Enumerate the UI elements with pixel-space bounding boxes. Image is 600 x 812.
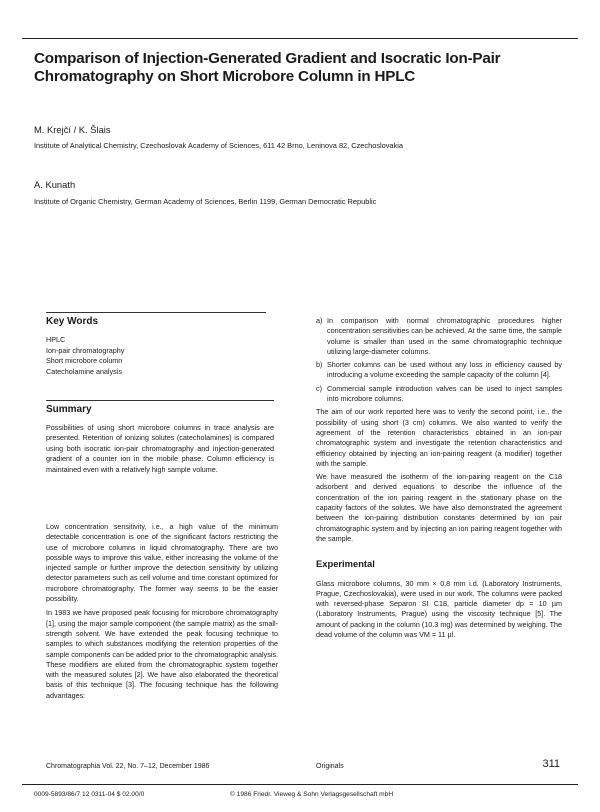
advantage-marker: a) — [316, 316, 323, 325]
article-title: Comparison of Injection-Generated Gradient and Isocratic Ion-Pair Chromatography on Short Microbore Column in HPLC — [34, 50, 501, 85]
experimental-heading: Experimental — [316, 558, 375, 570]
experimental-text: Glass microbore columns, 30 mm × 0.8 mm i.d. (Laboratory Instruments, Prague, Czechoslovakia), were used in our work. The columns were packed with reversed-phase Separon SI C18, particle diameter dp = 10 µm (Laboratory Instruments, Prague) using the viscosity technique [5]. The amount of packing in the column (10.3 mg) was determined by weighing. The dead volume of the column was VM = 11 µl. — [316, 578, 562, 640]
body-paragraph: Low concentration sensitivity, i.e., a high value of the minimum detectable concentration is one of the significant factors restricting the use of microbore columns in liquid chromatography. There are two possible ways to improve this value, either increasing the volume of the injected sample or further improve the detection sensitivity by utilizing detector parameters such as cell volume and time constant optimized for microbore chromatography. The former way seems to be the easier possibility. — [46, 522, 278, 604]
affiliation-2: Institute of Organic Chemistry, German Academy of Sciences, Berlin 1199, German Democratic Republic — [34, 197, 377, 206]
advantage-text: Shorter columns can be used without any loss in efficiency caused by introducing a volume exceeding the sample capacity of the column [4]. — [327, 360, 562, 380]
summary-box — [46, 400, 274, 475]
journal-citation: Chromatographia Vol. 22, No. 7–12, December 1986 — [46, 763, 210, 770]
body-paragraph: The aim of our work reported here was to verify the second point, i.e., the possibility of using short (3 cm) columns. We also wanted to verify the agreement of the retention characteristics obtained in an ion-pair chromatographic system and investigate the retention characteristics and efficiency obtained by injecting an ion-pairing reagent (a modifier) together with the sample. — [316, 407, 562, 468]
affiliation-1: Institute of Analytical Chemistry, Czechoslovak Academy of Sciences, 611 42 Brno, Leninova 82, Czechoslovakia — [34, 141, 404, 150]
article-code: 0009-5893/86/7 12 0311-04 $ 02.00/0 — [34, 791, 145, 798]
keywords-heading: Key Words — [46, 316, 99, 327]
advantage-item — [316, 316, 562, 357]
body-paragraph: We have measured the isotherm of the ion-pairing reagent on the C18 adsorbent and derived equations to describe the influence of the concentration of the ion pairing reagent in the stationary phase on the capacity factors of the solutes. We have also demonstrated the agreement between the ion-pairing distribution constants determined by ion pair chromatographic system and by injecting an ion pairing reagent together with the sample. — [316, 472, 562, 543]
section-label: Originals — [316, 763, 344, 770]
keyword-item: HPLC — [46, 335, 66, 344]
advantage-item — [316, 360, 562, 381]
summary-text: Possibilities of using short microbore columns in trace analysis are presented. Retention of ionizing solutes (catecholamines) is compared using both isocratic ion-pair chromatography and injection-generated gradient of a counter ion in the mobile phase. Column efficiency is maintained even with a relatively high sample volume. — [46, 423, 274, 474]
keyword-item: Catecholamine analysis — [46, 366, 122, 376]
advantage-text: Commercial sample introduction valves can be used to inject samples into microbore columns. — [327, 383, 562, 404]
advantage-item — [316, 384, 562, 405]
page-number: 311 — [542, 758, 560, 770]
authors-1: M. Krejčí / K. Šlais — [34, 124, 111, 135]
body-right-column — [316, 316, 562, 643]
keyword-item: Ion-pair chromatography — [46, 345, 125, 355]
keywords-box — [46, 312, 266, 377]
authors-2: A. Kunath — [34, 179, 76, 190]
top-rule — [22, 38, 578, 39]
body-paragraph: In 1983 we have proposed peak focusing for microbore chromatography [1], using the major sample component (the sample matrix) as the small-strength solvent. We have extended the peak focusing technique to samples to which substances modifying the retention properties of the sample components can be added prior to the chromatographic analysis. These modifiers are eluted from the chromatographic system together with the measured solutes [2]. We have also elaborated the theoretical basis of this technique [3]. The focusing technique has the following advantages: — [46, 608, 278, 700]
advantage-text: In comparison with normal chromatographic procedures higher concentration sensitivities can be achieved. At the same time, the sample volume is smaller than used in the same chromatographic technique utilizing large-diameter columns. — [327, 316, 562, 356]
summary-heading: Summary — [46, 404, 92, 415]
keyword-item: Short microbore column — [46, 356, 123, 366]
bottom-rule — [22, 784, 578, 785]
copyright: © 1986 Friedr. Vieweg & Sohn Verlagsgesellschaft mbH — [230, 791, 394, 798]
advantage-marker: b) — [316, 360, 323, 370]
advantage-marker: c) — [316, 383, 322, 393]
body-left-column — [46, 522, 278, 705]
